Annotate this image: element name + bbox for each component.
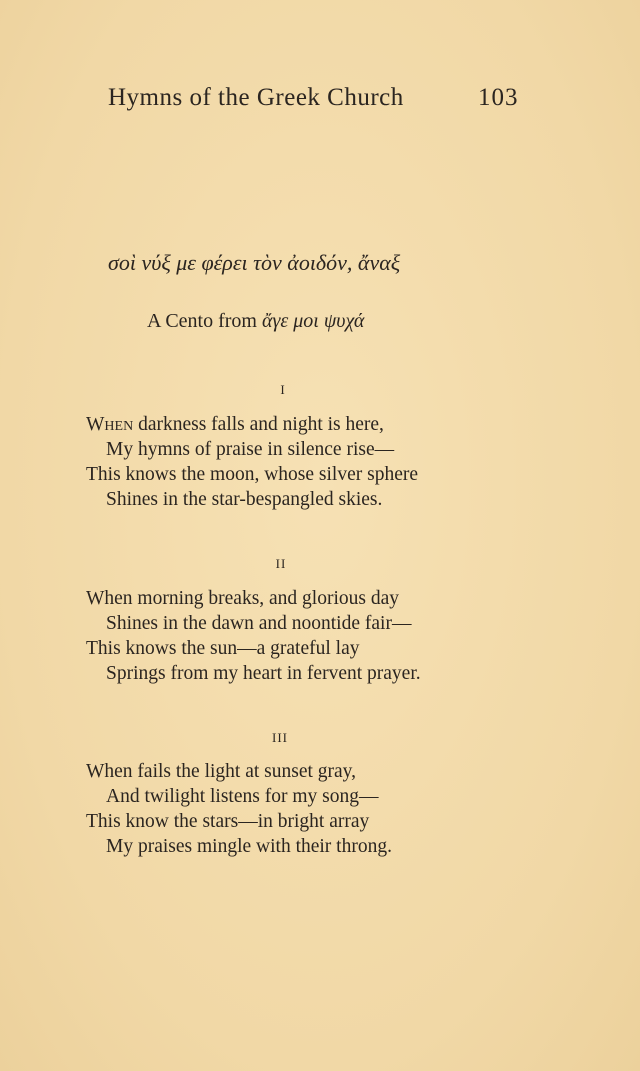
stanza-line: This knows the sun—a grateful lay (86, 638, 360, 659)
stanza-line-text: darkness falls and night is here, (133, 414, 384, 435)
stanza-line: Springs from my heart in fervent prayer. (106, 663, 421, 684)
subtitle-prefix: A Cento from (147, 310, 262, 332)
stanza-line: Shines in the dawn and noontide fair— (106, 613, 412, 634)
stanza-line: And twilight listens for my song— (106, 786, 379, 807)
stanza-2 (86, 586, 506, 686)
stanza-line: When morning breaks, and glorious day (86, 588, 400, 609)
stanza-line: Shines in the star-bespangled skies. (106, 489, 383, 510)
stanza-line: This knows the moon, whose silver sphere (86, 464, 418, 485)
poem-greek-title: σοὶ νύξ με φέρει τὸν ἀοιδόν, ἄναξ (108, 250, 401, 275)
stanza-first-word: When (86, 414, 134, 435)
stanza-3 (86, 759, 506, 859)
stanza-line (86, 412, 506, 437)
page-number: 103 (478, 84, 519, 111)
running-head-title: Hymns of the Greek Church (108, 84, 404, 111)
stanza-line: My praises mingle with their throng. (106, 836, 392, 857)
stanza-line: My hymns of praise in silence rise— (106, 439, 395, 460)
subtitle-greek: ἄγε μοι ψυχά (262, 310, 365, 332)
stanza-line: This know the stars—in bright array (86, 811, 370, 832)
stanza-line: When fails the light at sunset gray, (86, 761, 357, 782)
stanza-number-1: I (280, 382, 286, 397)
running-head (108, 84, 528, 118)
stanza-number-2: II (275, 556, 287, 571)
stanza-number-3: III (272, 730, 288, 745)
stanza-1 (86, 412, 506, 512)
poem-subtitle (147, 310, 477, 333)
